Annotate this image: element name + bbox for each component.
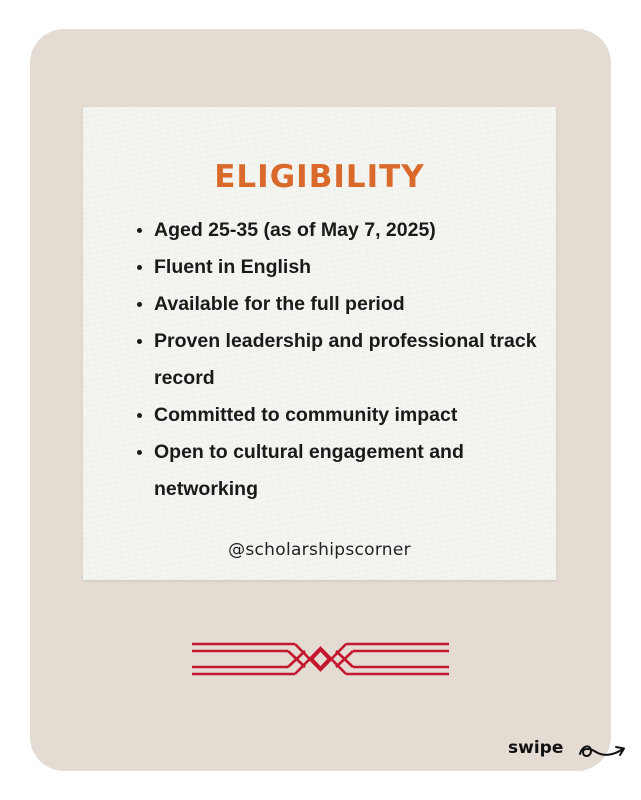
list-item-text: Fluent in English	[154, 256, 312, 278]
card-title: ELIGIBILITY	[214, 159, 425, 195]
bullet-icon	[137, 413, 142, 418]
eligibility-list	[137, 212, 537, 508]
list-item	[137, 397, 537, 434]
list-item	[137, 434, 537, 508]
list-item-text: Aged 25-35 (as of May 7, 2025)	[154, 219, 436, 241]
list-item-text: Available for the full period	[154, 293, 405, 315]
looped-arrow-icon	[578, 739, 628, 763]
bullet-icon	[137, 302, 142, 307]
list-item	[137, 323, 537, 397]
eligibility-card	[83, 107, 556, 580]
bullet-icon	[137, 450, 142, 455]
list-item	[137, 212, 537, 249]
bullet-icon	[137, 339, 142, 344]
social-handle: @scholarshipscorner	[228, 540, 411, 560]
bullet-icon	[137, 265, 142, 270]
list-item-text: Proven leadership and professional track record	[154, 330, 537, 389]
bullet-icon	[137, 228, 142, 233]
list-item	[137, 286, 537, 323]
list-item-text: Committed to community impact	[154, 404, 458, 426]
swipe-hint[interactable]	[508, 736, 628, 764]
list-item	[137, 249, 537, 286]
swipe-label: swipe	[508, 738, 564, 758]
diamond-lattice-divider-icon	[192, 640, 449, 678]
list-item-text: Open to cultural engagement and networking	[154, 441, 464, 500]
